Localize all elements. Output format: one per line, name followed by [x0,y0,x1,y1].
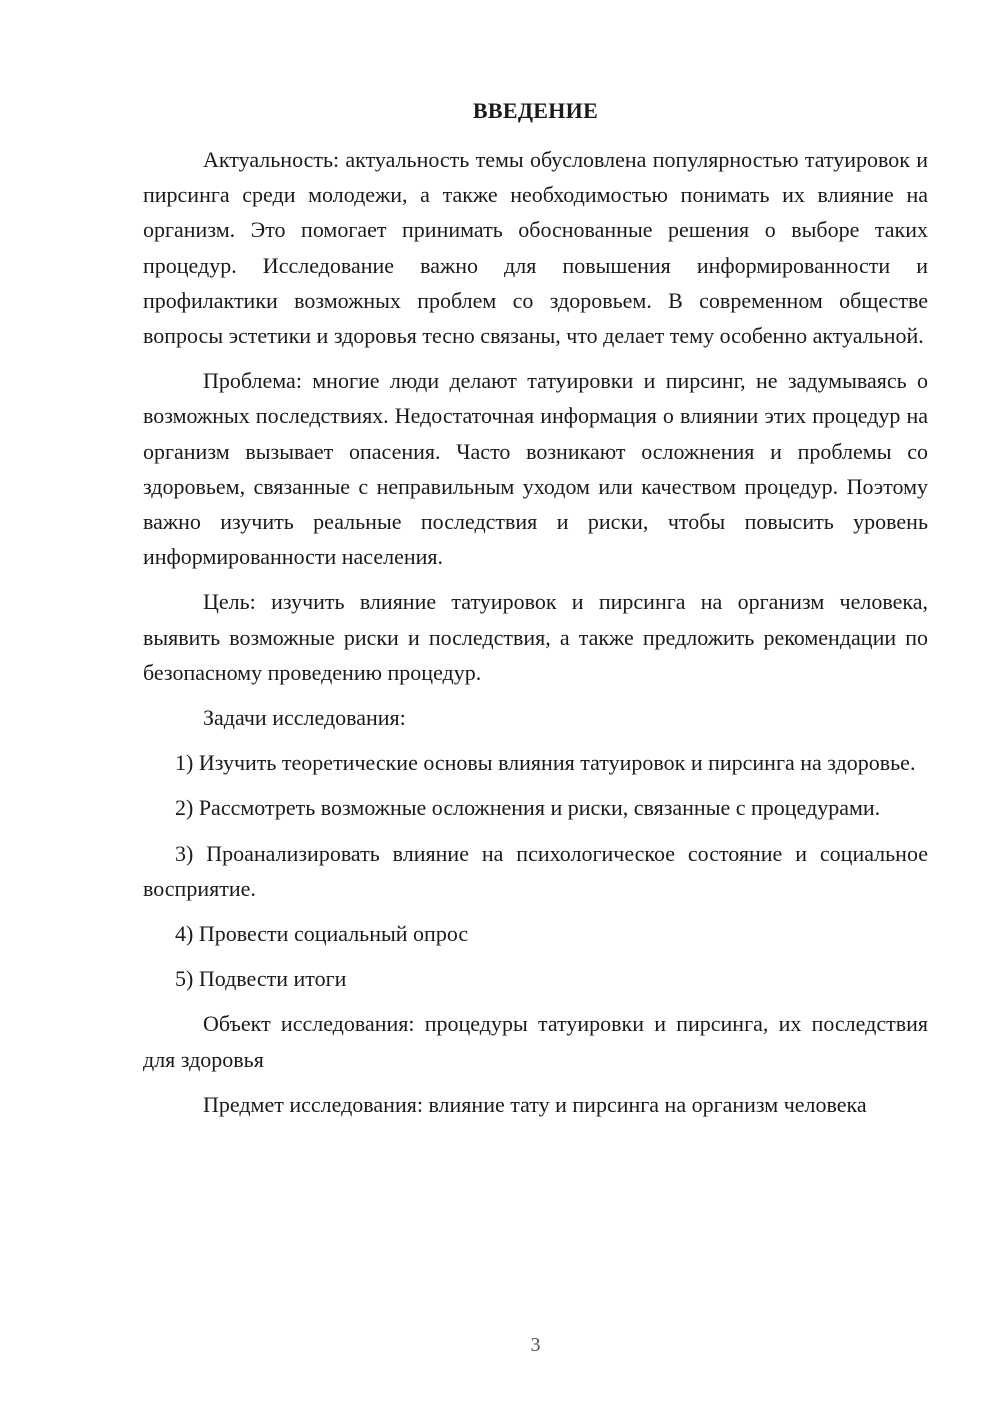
page-number: 3 [530,1334,541,1356]
relevance-paragraph: Актуальность: актуальность темы обусловлена популярностью татуировок и пирсинга среди молодежи, а также необходимостью понимать их влияние на организм. Это помогает принимать обоснованные решения о выборе таких процедур. Исследование важно для повышения информированности и профилактики возможных проблем со здоровьем. В современном обществе вопросы эстетики и здоровья тесно связаны, что делает тему особенно актуальной. [143,147,928,349]
tasks-list [143,745,928,996]
section-heading: ВВЕДЕНИЕ [472,98,599,123]
document-body [143,142,928,1132]
task-item-3: 3) Проанализировать влияние на психологическое состояние и социальное восприятие. [143,840,928,901]
task-item-5: 5) Подвести итоги [175,966,347,992]
document-page [143,0,928,1414]
tasks-title: Задачи исследования: [203,705,406,731]
task-item-1: 1) Изучить теоретические основы влияния татуировок и пирсинга на здоровье. [175,750,916,776]
problem-paragraph: Проблема: многие люди делают татуировки и пирсинг, не задумываясь о возможных последствиях. Недостаточная информация о влиянии этих процедур на организм вызывает опасения. Часто возникают осложнения и проблемы со здоровьем, связанные с неправильным уходом или качеством процедур. Поэтому важно изучить реальные последствия и риски, чтобы повысить уровень информированности населения. [143,368,928,570]
object-paragraph: Объект исследования: процедуры татуировки и пирсинга, их последствия для здоровья [143,1011,928,1072]
goal-paragraph: Цель: изучить влияние татуировок и пирсинга на организм человека, выявить возможные риски и последствия, а также предложить рекомендации по безопасному проведению процедур. [143,589,928,685]
task-item-2: 2) Рассмотреть возможные осложнения и риски, связанные с процедурами. [175,795,881,821]
task-item-4: 4) Провести социальный опрос [175,921,469,947]
subject-paragraph: Предмет исследования: влияние тату и пирсинга на организм человека [203,1091,867,1117]
